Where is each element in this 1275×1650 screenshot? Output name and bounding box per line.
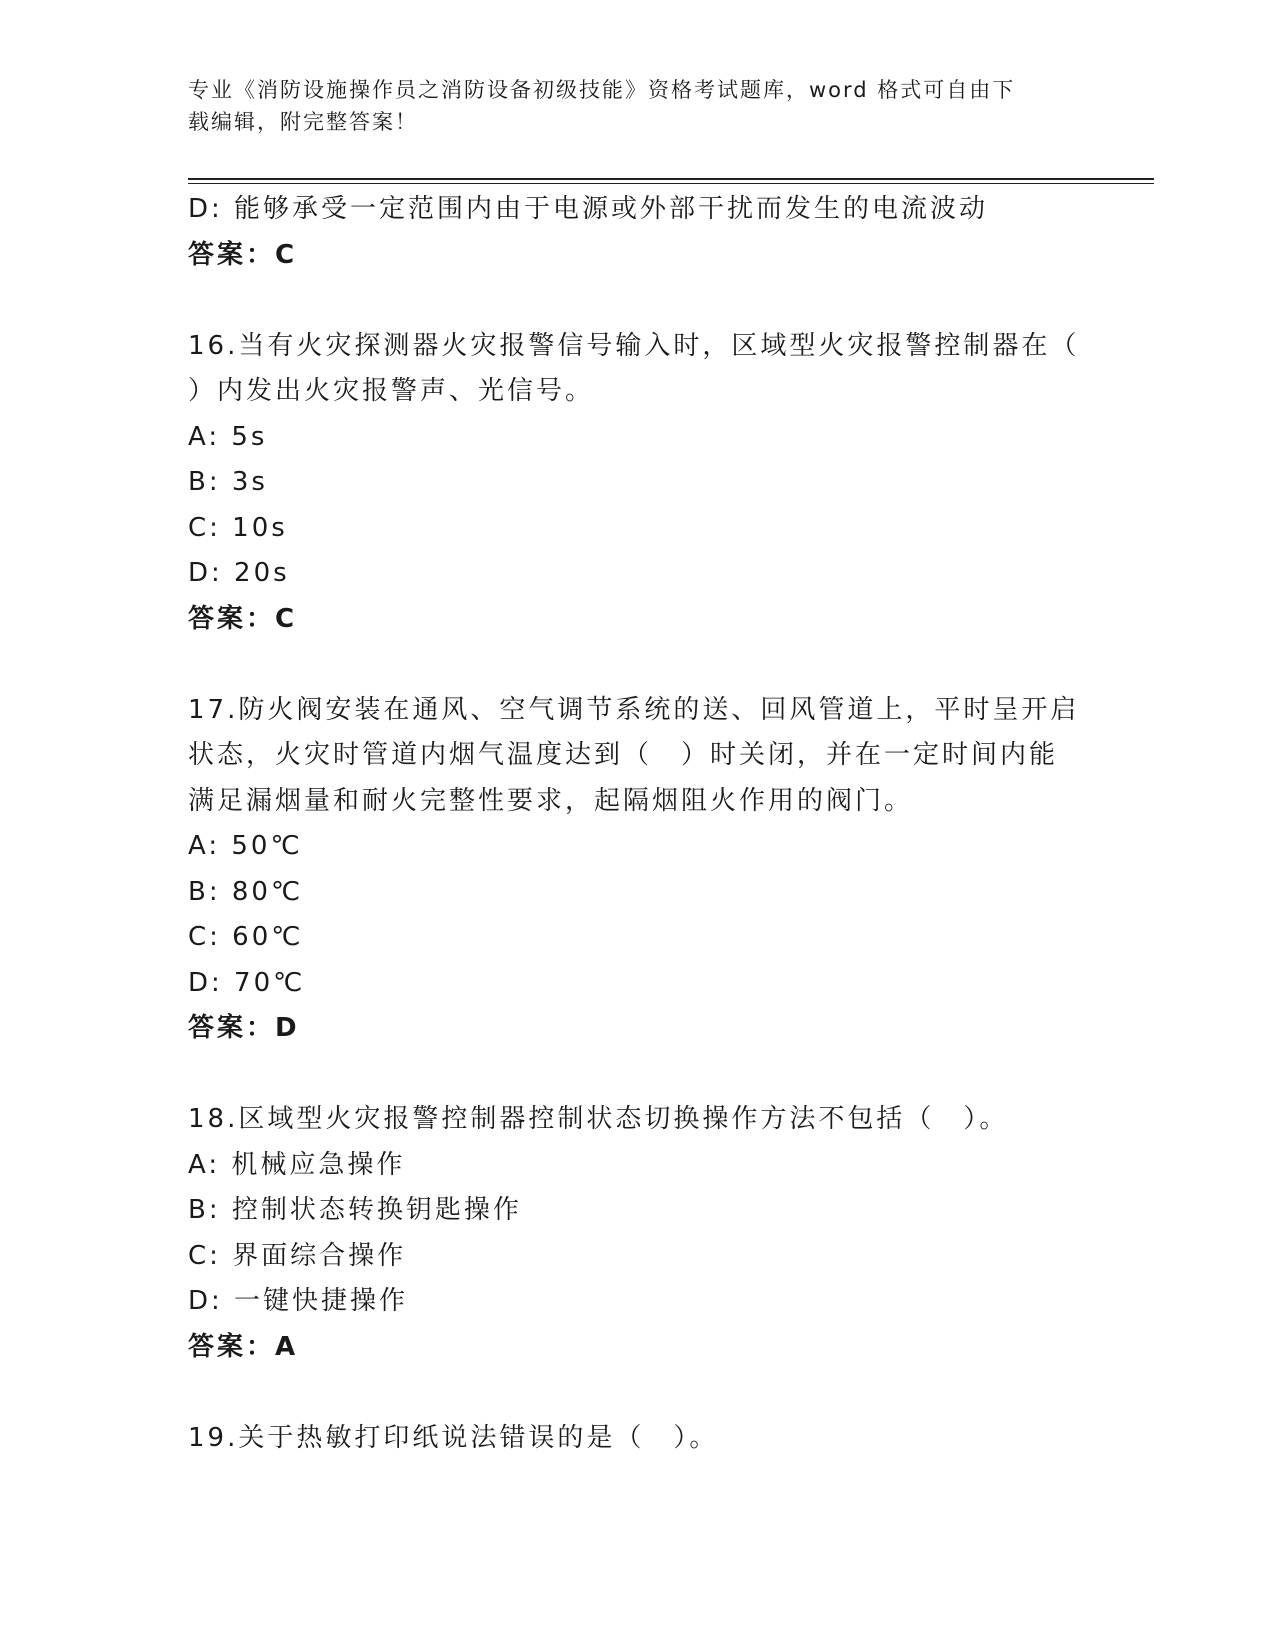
question-text: 19.关于热敏打印纸说法错误的是（ ）。 — [188, 1422, 719, 1453]
question-text: 18.区域型火灾报警控制器控制状态切换操作方法不包括（ ）。 — [188, 1104, 1009, 1134]
option-d: D: 70℃ — [188, 967, 306, 998]
question-list — [188, 187, 1088, 1461]
question-text: 16.当有火灾探测器火灾报警信号输入时，区域型火灾报警控制器在（ — [188, 330, 1080, 361]
question-text: 17.防火阀安装在通风、空气调节系统的送、回风管道上，平时呈开启 — [188, 694, 1080, 725]
answer-line: 答案：C — [188, 239, 298, 270]
answer-line: 答案：C — [188, 603, 298, 634]
question-16 — [188, 324, 1088, 643]
document-header — [188, 74, 1068, 138]
previous-question-tail — [188, 187, 1088, 278]
option-d: D: 一键快捷操作 — [188, 1286, 409, 1316]
question-text: 状态，火灾时管道内烟气温度达到（ ）时关闭，并在一定时间内能 — [188, 740, 1059, 770]
spacer — [188, 278, 1088, 324]
answer-line: 答案：D — [188, 1013, 300, 1043]
spacer — [188, 1370, 1088, 1416]
spacer — [188, 642, 1088, 688]
option-c: C: 60℃ — [188, 922, 304, 952]
option-c: C: 10s — [188, 512, 288, 543]
answer-line: 答案：A — [188, 1331, 299, 1362]
option-a: A: 5s — [188, 421, 268, 452]
option-c: C: 界面综合操作 — [188, 1240, 407, 1271]
question-19 — [188, 1416, 1088, 1462]
option-d: D: 能够承受一定范围内由于电源或外部干扰而发生的电流波动 — [188, 194, 989, 224]
option-b: B: 3s — [188, 467, 268, 497]
option-a: A: 50℃ — [188, 831, 303, 861]
spacer — [188, 1052, 1088, 1098]
question-17 — [188, 688, 1088, 1052]
option-d: D: 20s — [188, 558, 290, 588]
option-b: B: 80℃ — [188, 876, 304, 907]
header-divider-thin — [188, 183, 1154, 184]
question-text: 满足漏烟量和耐火完整性要求，起隔烟阻火作用的阀门。 — [188, 785, 914, 816]
header-divider-thick — [188, 178, 1154, 180]
option-a: A: 机械应急操作 — [188, 1149, 406, 1180]
option-b: B: 控制状态转换钥匙操作 — [188, 1195, 522, 1225]
question-18 — [188, 1097, 1088, 1370]
question-text: ）内发出火灾报警声、光信号。 — [188, 376, 595, 406]
header-line-2: 载编辑，附完整答案！ — [188, 110, 418, 134]
header-line-1: 专业《消防设施操作员之消防设备初级技能》资格考试题库，word 格式可自由下 — [188, 78, 1016, 102]
